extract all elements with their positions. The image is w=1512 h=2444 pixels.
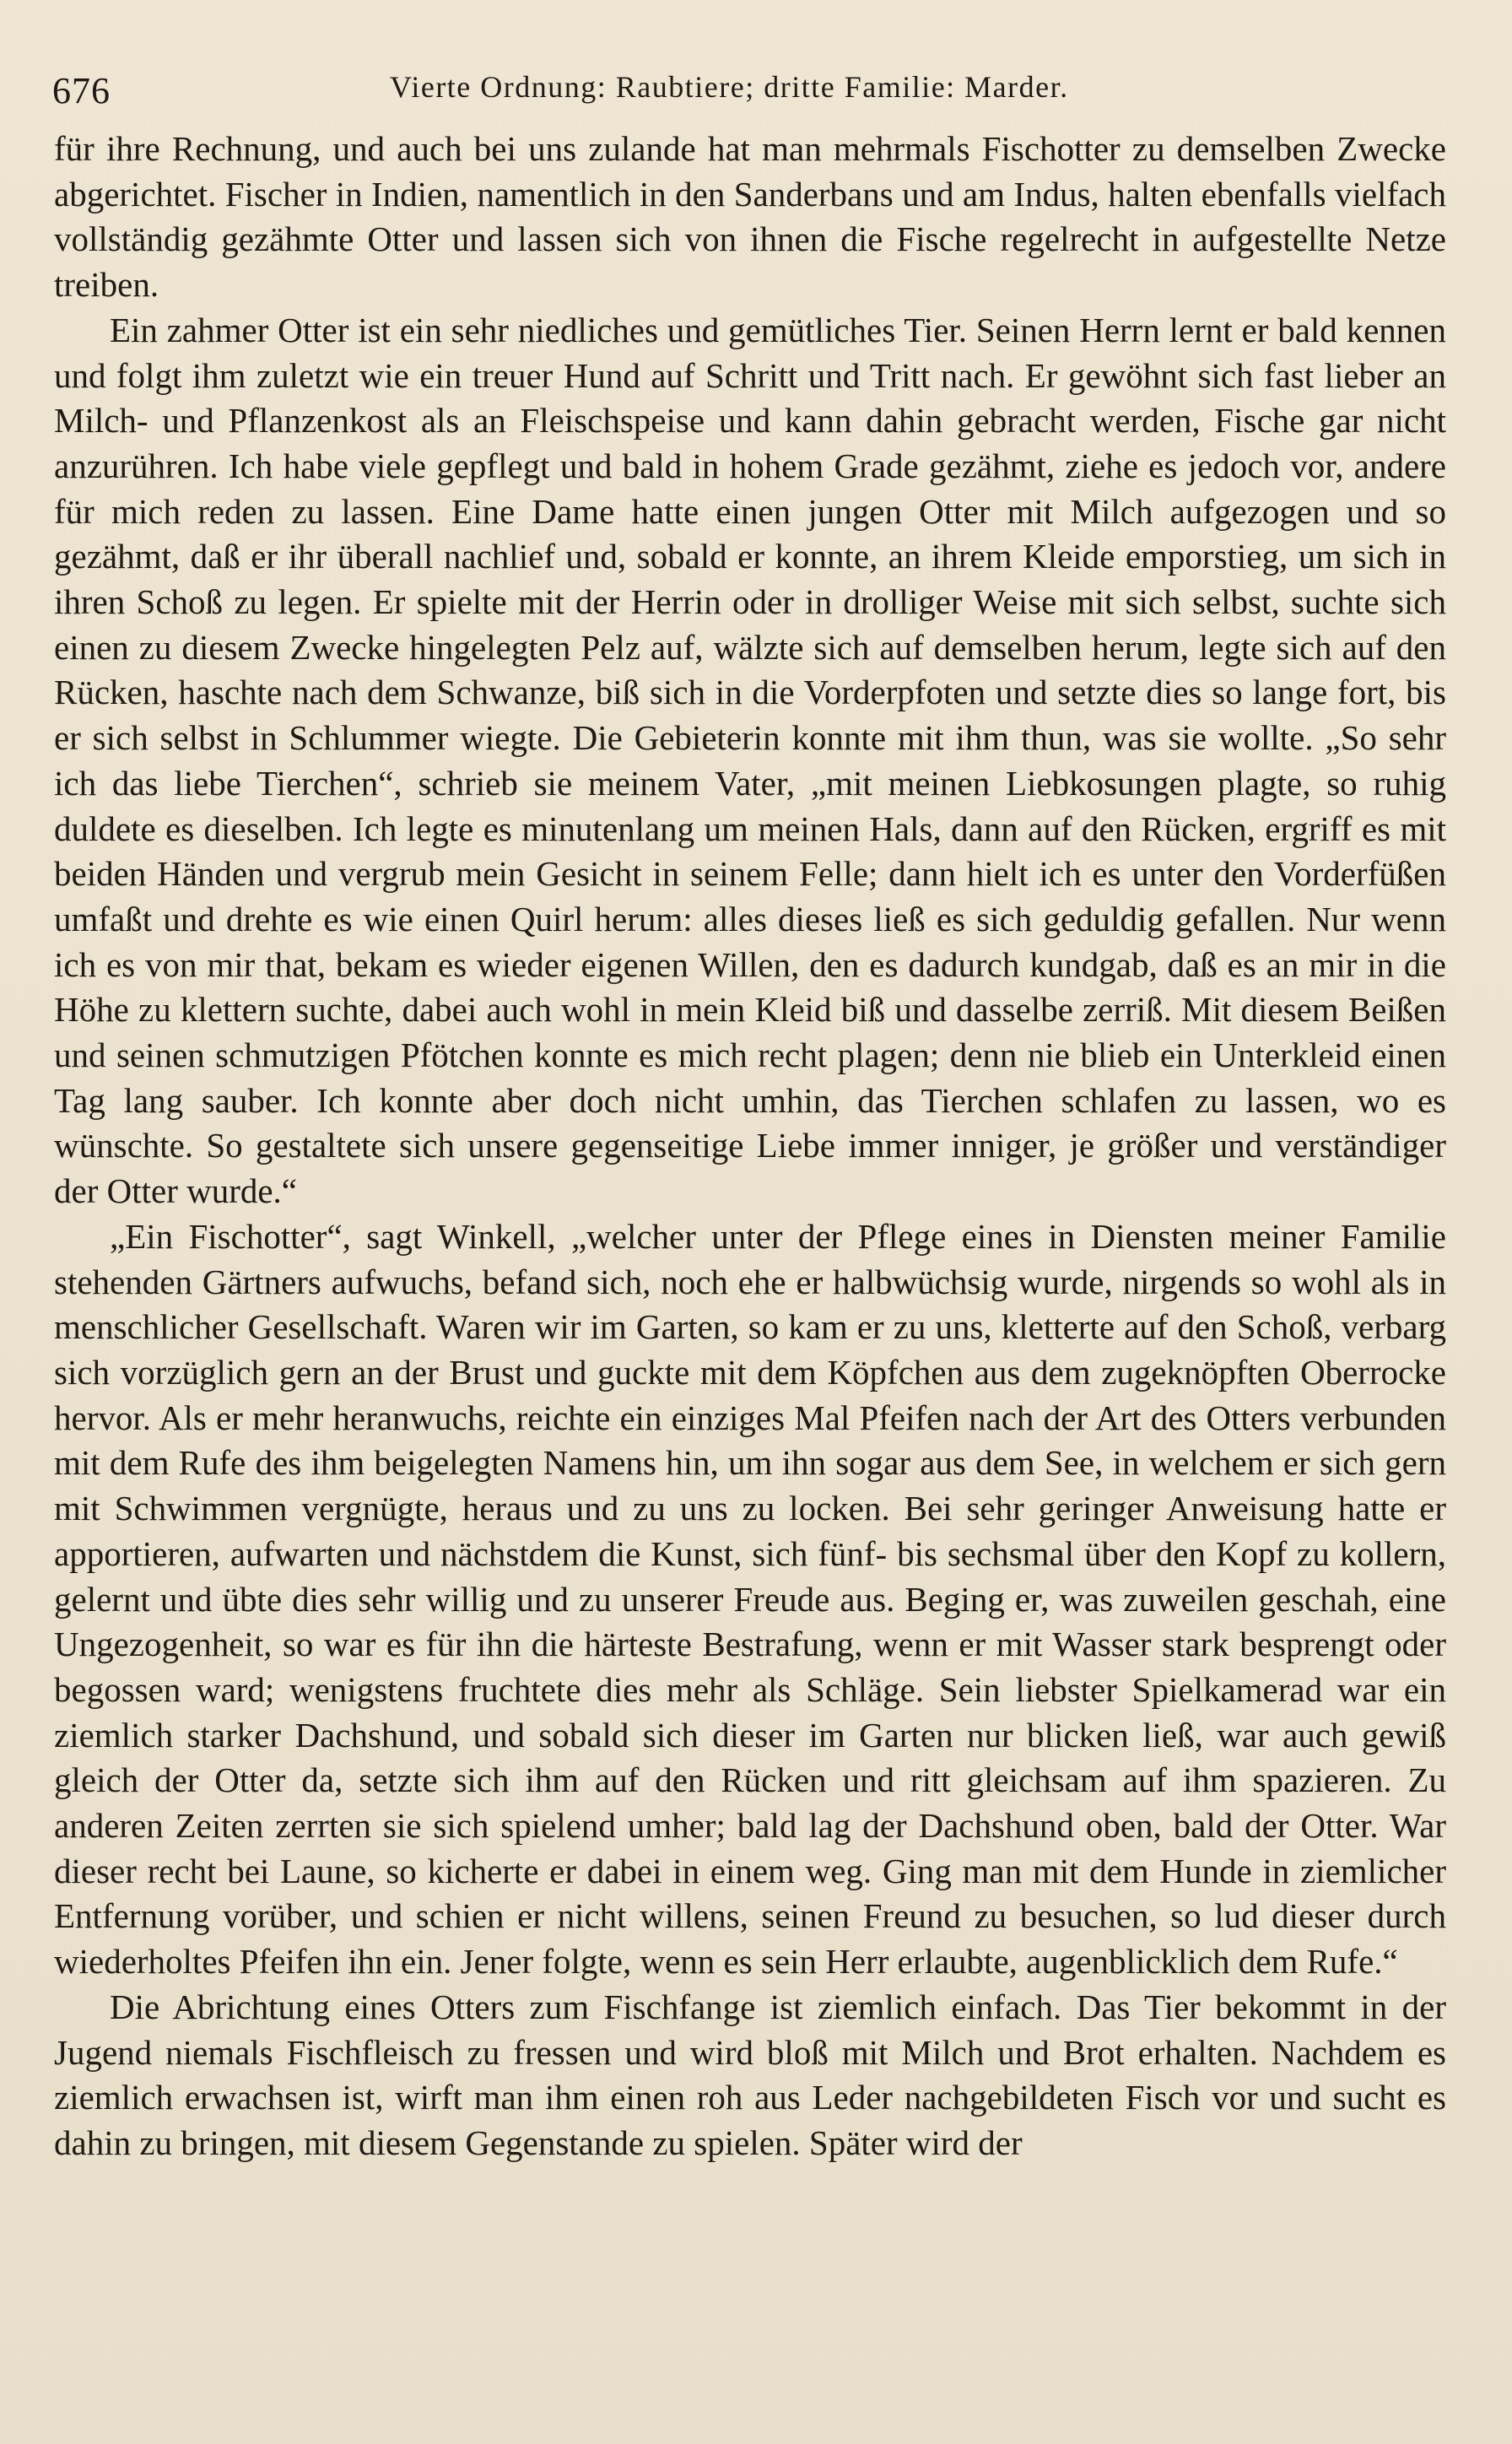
page-header <box>52 66 1453 116</box>
body-text <box>54 127 1446 2166</box>
running-head: Vierte Ordnung: Raubtiere; dritte Familie: Marder. <box>390 70 1069 104</box>
paragraph-4: Die Abrichtung eines Otters zum Fischfange ist ziemlich einfach. Das Tier bekommt in der Jugend niemals Fischfleisch zu fressen und wird bloß mit Milch und Brot erhalten. Nachdem es ziemlich erwachsen ist, wirft man ihm einen roh aus Leder nachgebildeten Fisch vor und sucht es dahin zu bringen, mit diesem Gegenstande zu spielen. Später wird der <box>54 1987 1446 2162</box>
paragraph-3: „Ein Fischotter“, sagt Winkell, „welcher unter der Pflege eines in Diensten meiner Familie stehenden Gärtners aufwuchs, befand sich, noch ehe er halbwüchsig wurde, nirgends so wohl als in menschlicher Gesellschaft. Waren wir im Garten, so kam er zu uns, kletterte auf den Schoß, verbarg sich vorzüglich gern an der Brust und guckte mit dem Köpfchen aus dem zugeknöpften Oberrocke hervor. Als er mehr heranwuchs, reichte ein einziges Mal Pfeifen nach der Art des Otters verbunden mit dem Rufe des ihm beigelegten Namens hin, um ihn sogar aus dem See, in welchem er sich gern mit Schwimmen vergnügte, heraus und zu uns zu locken. Bei sehr geringer Anweisung hatte er apportieren, aufwarten und nächstdem die Kunst, sich fünf- bis sechsmal über den Kopf zu kollern, gelernt und übte dies sehr willig und zu unserer Freude aus. Beging er, was zuweilen geschah, eine Ungezogenheit, so war es für ihn die härteste Bestrafung, wenn er mit Wasser stark besprengt oder begossen ward; wenigstens fruchtete dies mehr als Schläge. Sein liebster Spielkamerad war ein ziemlich starker Dachshund, und sobald sich dieser im Garten nur blicken ließ, war auch gewiß gleich der Otter da, setzte sich ihm auf den Rücken und ritt gleichsam auf ihm spazieren. Zu anderen Zeiten zerrten sie sich spielend umher; bald lag der Dachshund oben, bald der Otter. War dieser recht bei Laune, so kicherte er dabei in einem weg. Ging man mit dem Hunde in ziemlicher Entfernung vorüber, und schien er nicht willens, seinen Freund zu besuchen, so lud dieser durch wiederholtes Pfeifen ihn ein. Jener folgte, wenn es sein Herr erlaubte, augenblicklich dem Rufe.“ <box>54 1216 1446 1982</box>
page-number: 676 <box>52 70 111 111</box>
paragraph-1: für ihre Rechnung, und auch bei uns zulande hat man mehrmals Fischotter zu demselben Zwecke abgerichtet. Fischer in Indien, namentlich in den Sanderbans und am Indus, halten ebenfalls vielfach vollständig gezähmte Otter und lassen sich von ihnen die Fische regelrecht in aufgestellte Netze treiben. <box>54 129 1446 305</box>
paragraph-2: Ein zahmer Otter ist ein sehr niedliches und gemütliches Tier. Seinen Herrn lernt er bald kennen und folgt ihm zuletzt wie ein treuer Hund auf Schritt und Tritt nach. Er gewöhnt sich fast lieber an Milch- und Pflanzenkost als an Fleischspeise und kann dahin gebracht werden, Fische gar nicht anzurühren. Ich habe viele gepflegt und bald in hohem Grade gezähmt, ziehe es jedoch vor, andere für mich reden zu lassen. Eine Dame hatte einen jungen Otter mit Milch aufgezogen und so gezähmt, daß er ihr überall nachlief und, sobald er konnte, an ihrem Kleide emporstieg, um sich in ihren Schoß zu legen. Er spielte mit der Herrin oder in drolliger Weise mit sich selbst, suchte sich einen zu diesem Zwecke hingelegten Pelz auf, wälzte sich auf demselben herum, legte sich auf den Rücken, haschte nach dem Schwanze, biß sich in die Vorderpfoten und setzte dies so lange fort, bis er sich selbst in Schlummer wiegte. Die Gebieterin konnte mit ihm thun, was sie wollte. „So sehr ich das liebe Tierchen“, schrieb sie meinem Vater, „mit meinen Liebkosungen plagte, so ruhig duldete es dieselben. Ich legte es minutenlang um meinen Hals, dann auf den Rücken, ergriff es mit beiden Händen und vergrub mein Gesicht in seinem Felle; dann hielt ich es unter den Vorderfüßen umfaßt und drehte es wie einen Quirl herum: alles dieses ließ es sich geduldig gefallen. Nur wenn ich es von mir that, bekam es wieder eigenen Willen, den es dadurch kundgab, daß es an mir in die Höhe zu klettern suchte, dabei auch wohl in mein Kleid biß und dasselbe zerriß. Mit diesem Beißen und seinen schmutzigen Pfötchen konnte es mich recht plagen; denn nie blieb ein Unterkleid einen Tag lang sauber. Ich konnte aber doch nicht umhin, das Tierchen schlafen zu lassen, wo es wünschte. So gestaltete sich unsere gegenseitige Liebe immer inniger, je größer und verständiger der Otter wurde.“ <box>54 310 1446 1211</box>
